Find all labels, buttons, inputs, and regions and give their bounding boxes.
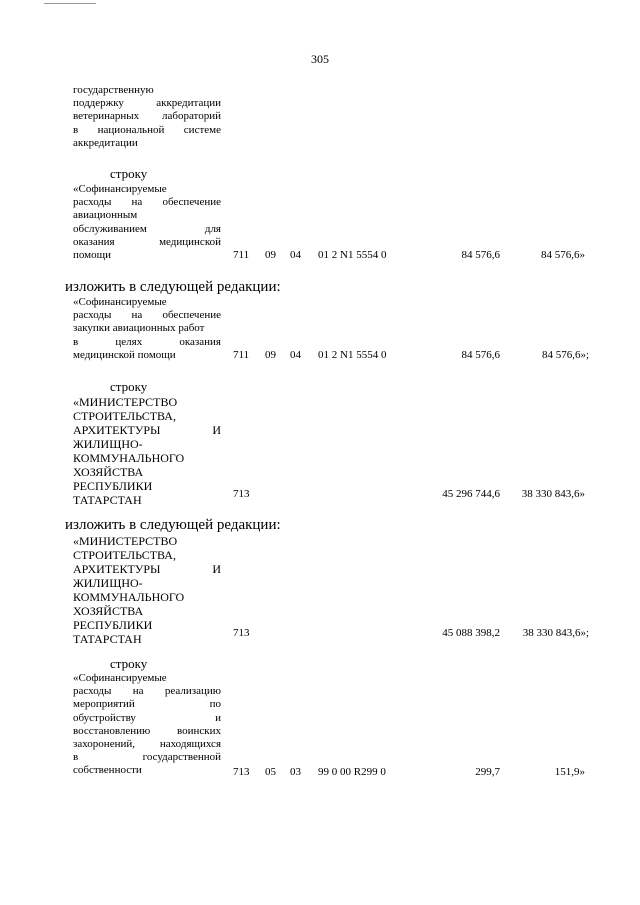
word: для (204, 222, 221, 235)
text-line (73, 685, 221, 698)
text-line: государственную (73, 84, 154, 96)
col-value-2: 84 576,6» (541, 249, 585, 261)
word: воинских (176, 724, 221, 737)
block4-heading: строку (110, 379, 148, 394)
col-value-1: 84 576,6 (461, 349, 500, 361)
text-line (73, 751, 221, 764)
text-line (73, 738, 221, 751)
text-line: медицинской помощи (73, 348, 176, 361)
word: целях (115, 335, 143, 348)
word: оказания (73, 235, 115, 248)
word: обеспечение (162, 196, 221, 209)
text-line: КОММУНАЛЬНОГО (73, 590, 185, 604)
text-line: помощи (73, 249, 111, 262)
text-line (73, 236, 221, 249)
word: системе (183, 123, 221, 136)
text-line: «Софинансируемые (73, 672, 167, 684)
col-value-2: 84 576,6»; (541, 349, 589, 361)
text-line (73, 562, 221, 576)
word: в (73, 335, 79, 348)
block5-heading: изложить в следующей редакции: (65, 517, 281, 533)
word: обеспечение (162, 309, 221, 322)
text-line: ТАТАРСТАН (73, 493, 142, 507)
word: реализацию (164, 685, 221, 698)
word: ветеринарных (73, 110, 140, 123)
col-pr: 04 (290, 349, 301, 361)
block3-heading: изложить в следующей редакции: (65, 279, 281, 295)
word: расходы (73, 685, 112, 698)
word: расходы (73, 309, 112, 322)
text-line (73, 110, 221, 123)
block4-text (73, 395, 221, 507)
word: на (132, 685, 144, 698)
word: обустройству (73, 711, 136, 724)
col-value-2: 38 330 843,6» (521, 488, 585, 500)
col-csr: 01 2 N1 5554 0 (318, 249, 387, 261)
col-ved: 711 (233, 349, 250, 361)
block6-heading: строку (110, 656, 148, 671)
col-ved: 713 (233, 488, 250, 500)
text-line: ЖИЛИЩНО- (73, 437, 143, 451)
word: по (209, 698, 221, 711)
word: государственной (142, 751, 221, 764)
text-line (73, 336, 221, 349)
col-value-1: 45 296 744,6 (442, 488, 500, 500)
word: в (73, 751, 79, 764)
word: лабораторий (161, 110, 221, 123)
col-value-1: 84 576,6 (461, 249, 500, 261)
word: и (215, 711, 221, 724)
col-csr: 01 2 N1 5554 0 (318, 349, 387, 361)
block1-text (73, 84, 221, 150)
block2-text (73, 183, 221, 262)
word: И (212, 423, 221, 437)
word: мероприятий (73, 698, 135, 711)
text-line (73, 196, 221, 209)
word: поддержку (73, 97, 124, 110)
word: медицинской (159, 235, 221, 248)
text-line (73, 698, 221, 711)
col-value-1: 45 088 398,2 (442, 627, 500, 639)
text-line (73, 423, 221, 437)
col-value-2: 38 330 843,6»; (522, 627, 589, 639)
text-line: ХОЗЯЙСТВА (73, 604, 144, 618)
scan-artifact-line (44, 0, 96, 4)
word: на (131, 309, 143, 322)
word: оказания (179, 335, 221, 348)
block2-heading: строку (110, 166, 148, 181)
text-line: «Софинансируемые (73, 183, 167, 195)
block3-text (73, 296, 221, 362)
col-value-2: 151,9» (554, 766, 585, 778)
text-line (73, 97, 221, 110)
text-line: СТРОИТЕЛЬСТВА, (73, 409, 176, 423)
text-line: закупки авиационных работ (73, 322, 205, 335)
text-line: ХОЗЯЙСТВА (73, 465, 144, 479)
text-line: авиационным (73, 209, 138, 222)
text-line: РЕСПУБЛИКИ (73, 618, 153, 632)
text-line (73, 309, 221, 322)
word: находящихся (159, 738, 221, 751)
col-pr: 04 (290, 249, 301, 261)
word: расходы (73, 196, 112, 209)
word: АРХИТЕКТУРЫ (73, 423, 161, 437)
word: захоронений, (73, 738, 135, 751)
col-ved: 713 (233, 627, 250, 639)
word: на (131, 196, 143, 209)
text-line (73, 725, 221, 738)
text-line: СТРОИТЕЛЬСТВА, (73, 548, 176, 562)
word: обслуживанием (73, 222, 147, 235)
col-rz: 09 (265, 249, 276, 261)
col-rz: 05 (265, 766, 276, 778)
col-ved: 713 (233, 766, 250, 778)
word: в (73, 123, 79, 136)
page-number: 305 (311, 52, 329, 66)
text-line (73, 223, 221, 236)
text-line: «Софинансируемые (73, 296, 167, 308)
text-line: РЕСПУБЛИКИ (73, 479, 153, 493)
text-line (73, 712, 221, 725)
text-line: ЖИЛИЩНО- (73, 576, 143, 590)
word: И (212, 562, 221, 576)
block5-text (73, 534, 221, 646)
col-csr: 99 0 00 R299 0 (318, 766, 386, 778)
col-rz: 09 (265, 349, 276, 361)
word: АРХИТЕКТУРЫ (73, 562, 161, 576)
block6-text (73, 672, 221, 778)
text-line: «МИНИСТЕРСТВО (73, 534, 178, 548)
text-line: ТАТАРСТАН (73, 632, 142, 646)
text-line: собственности (73, 764, 142, 777)
word: национальной (97, 123, 165, 136)
col-value-1: 299,7 (475, 766, 500, 778)
text-line: КОММУНАЛЬНОГО (73, 451, 185, 465)
col-ved: 711 (233, 249, 250, 261)
word: восстановлению (73, 724, 151, 737)
text-line: «МИНИСТЕРСТВО (73, 395, 178, 409)
text-line: аккредитации (73, 136, 138, 149)
text-line (73, 124, 221, 137)
col-pr: 03 (290, 766, 301, 778)
word: аккредитации (156, 97, 221, 110)
